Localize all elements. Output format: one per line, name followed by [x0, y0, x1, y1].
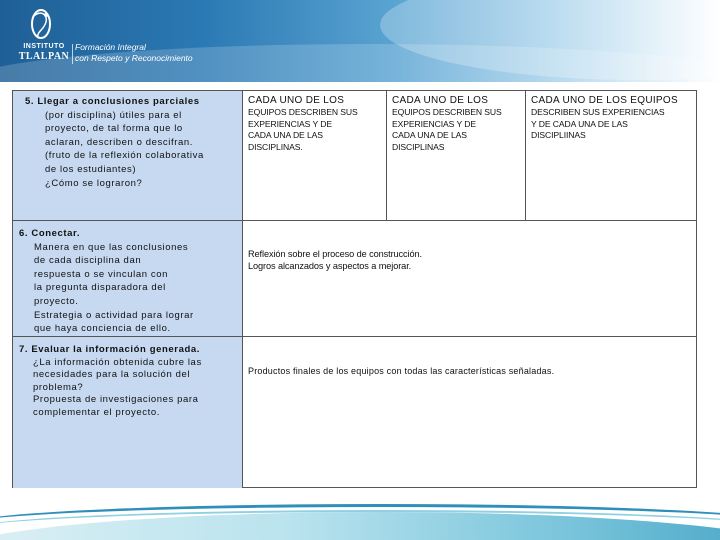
col2-line: DISCIPLINAS [392, 141, 445, 152]
row6-achievements: Logros alcanzados y aspectos a mejorar. [248, 260, 412, 271]
row6-line: respuesta o se vinculan con [34, 268, 168, 280]
col3-line: DISCIPLIINAS [531, 130, 586, 140]
logo-institute-text: INSTITUTO [23, 43, 65, 50]
footer-wave-line-light [0, 510, 720, 540]
row5-line: (fruto de la reflexión colaborativa [45, 150, 204, 162]
col3-line: Y DE CADA UNA DE LAS [531, 118, 628, 129]
logo-divider [72, 44, 73, 64]
row7-line: necesidades para la solución del [33, 369, 191, 381]
institute-logo-icon [26, 6, 56, 42]
col1-line: EQUIPOS DESCRIBEN SUS [248, 107, 358, 117]
row5-col1-cell [243, 91, 387, 220]
row6-content-cell [243, 220, 696, 336]
evaluation-table [12, 90, 697, 488]
tagline-line-1: Formación Integral [75, 42, 146, 52]
col3-heading: CADA UNO DE LOS EQUIPOS [531, 95, 678, 106]
row6-reflection: Reflexión sobre el proceso de construcción. [248, 249, 422, 259]
col2-line: EXPERIENCIAS Y DE [392, 118, 476, 129]
tagline-line-2: con Respeto y Reconocimiento [75, 53, 193, 63]
col2-line: EQUIPOS DESCRIBEN SUS [392, 107, 502, 117]
col1-line: DISCIPLINAS. [248, 141, 303, 152]
row6-line: Estrategia o actividad para lograr [34, 309, 194, 321]
col3-line: DESCRIBEN SUS EXPERIENCIAS [531, 107, 665, 117]
row5-col3-cell [526, 91, 696, 220]
col1-line: EXPERIENCIAS Y DE [248, 118, 332, 129]
row7-step-cell [13, 336, 243, 488]
row7-line: complementar el proyecto. [33, 406, 160, 418]
row5-line: (por disciplina) útiles para el [45, 109, 182, 121]
row7-line: problema? [33, 381, 84, 393]
row5-line: aclaran, describen o descifran. [45, 136, 193, 148]
row6-line: la pregunta disparadora del [34, 282, 166, 294]
col1-line: CADA UNA DE LAS [248, 130, 323, 140]
row7-content-cell [243, 336, 696, 488]
col2-line: CADA UNA DE LAS [392, 130, 467, 140]
row6-title: 6. Conectar. [19, 228, 81, 239]
row7-title: 7. Evaluar la información generada. [19, 344, 200, 355]
header-banner [0, 0, 720, 82]
row5-line: de los estudiantes) [45, 163, 137, 175]
tagline [75, 42, 193, 64]
col2-heading: CADA UNO DE LOS [392, 95, 489, 106]
row6-line: de cada disciplina dan [34, 255, 142, 267]
logo-city-text: TLALPAN [18, 51, 70, 62]
row5-line: proyecto, de tal forma que lo [45, 123, 183, 135]
col1-heading: CADA UNO DE LOS [248, 95, 345, 106]
row6-line: Manera en que las conclusiones [34, 241, 189, 253]
row7-line: ¿La información obtenida cubre las [33, 356, 202, 368]
row6-line: que haya conciencia de ello. [34, 323, 171, 335]
row6-line: proyecto. [34, 295, 79, 307]
row7-products: Productos finales de los equipos con todas las características señaladas. [248, 366, 555, 376]
row5-line: ¿Cómo se lograron? [45, 177, 143, 189]
row6-step-cell [13, 220, 243, 336]
footer-wave [0, 492, 720, 540]
row5-step-cell [13, 91, 243, 220]
row5-title: 5. Llegar a conclusiones parciales [25, 96, 200, 107]
row7-line: Propuesta de investigaciones para [33, 394, 199, 406]
row5-col2-cell [387, 91, 526, 220]
